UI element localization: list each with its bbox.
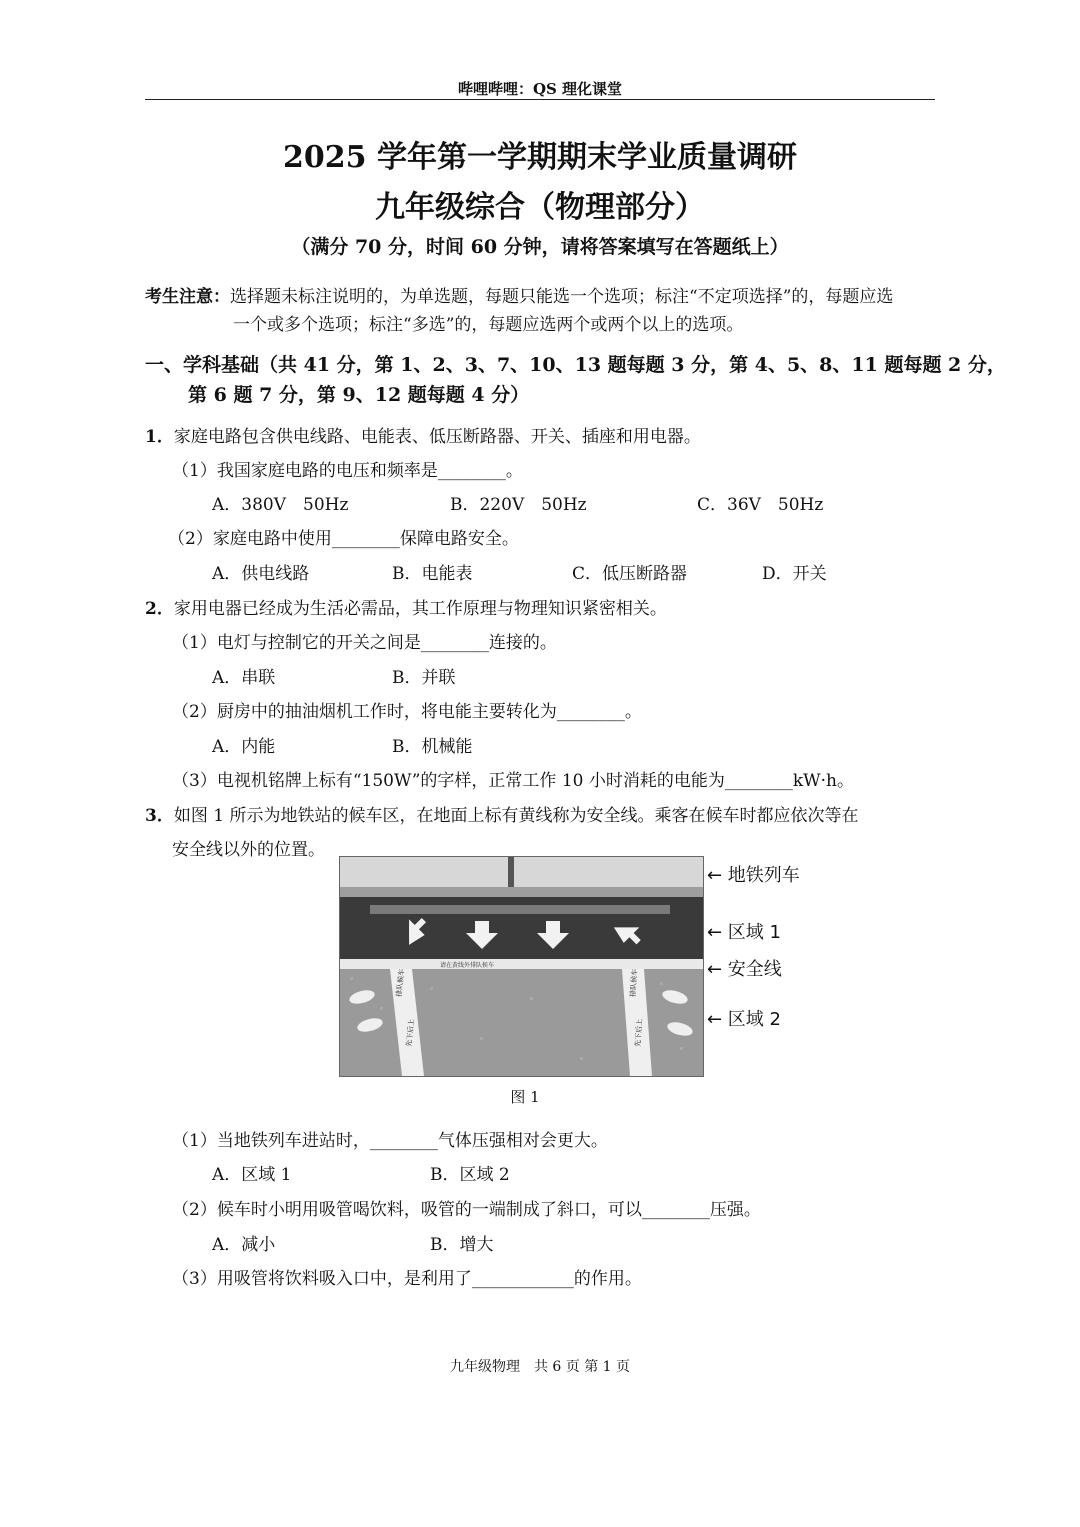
figure-label-zone2: ← 区域 2 bbox=[707, 1009, 781, 1030]
right-sign-text-2: 先下后上 bbox=[634, 1018, 644, 1048]
q1-part1: （1）我国家庭电路的电压和频率是________。 bbox=[172, 461, 523, 481]
q2-part1: （1）电灯与控制它的开关之间是________连接的。 bbox=[172, 633, 557, 653]
left-sign-text-2: 先下后上 bbox=[405, 1018, 416, 1048]
q3-part1: （1）当地铁列车进站时，________气体压强相对会更大。 bbox=[172, 1131, 608, 1151]
train-door-pole bbox=[508, 857, 514, 887]
q2-text: 家用电器已经成为生活必需品，其工作原理与物理知识紧密相关。 bbox=[173, 599, 667, 619]
q1-number: 1． bbox=[145, 427, 174, 447]
q3-part3: （3）用吸管将饮料吸入口中，是利用了____________的作用。 bbox=[172, 1269, 642, 1289]
q2-part2: （2）厨房中的抽油烟机工作时，将电能主要转化为________。 bbox=[172, 702, 642, 722]
q3-part2-option-a: A．减小 bbox=[212, 1235, 276, 1255]
q3-part1-option-a: A．区域 1 bbox=[212, 1165, 292, 1185]
page-header: 哔哩哔哩：QS 理化课堂 bbox=[457, 80, 623, 98]
notice-text1: 选择题未标注说明的，为单选题，每题只能选一个选项；标注“不定项选择”的，每题应选 bbox=[230, 287, 894, 307]
notice-line2: 一个或多个选项；标注“多选”的，每题应选两个或两个以上的选项。 bbox=[233, 315, 744, 335]
q2-stem bbox=[145, 594, 667, 619]
exam-subject-title: 九年级综合（物理部分） bbox=[375, 190, 705, 225]
q1-part2-option-a: A．供电线路 bbox=[212, 564, 310, 584]
q2-part2-option-b: B．机械能 bbox=[392, 737, 473, 757]
section1-heading-line1: 一、学科基础（共 41 分，第 1、2、3、7、10、13 题每题 3 分，第 4、5、8、11 题每题 2 分， bbox=[145, 354, 1006, 376]
left-sign-text: 排队候车 bbox=[395, 968, 406, 998]
q3-stem-line2: 安全线以外的位置。 bbox=[172, 840, 325, 860]
q2-part1-option-a: A．串联 bbox=[212, 668, 276, 688]
figure-label-safety-line: ← 安全线 bbox=[707, 959, 782, 980]
figure-label-train: ← 地铁列车 bbox=[707, 865, 800, 886]
q1-text: 家庭电路包含供电线路、电能表、低压断路器、开关、插座和用电器。 bbox=[173, 427, 701, 447]
train-bottom bbox=[340, 887, 703, 897]
q1-part1-option-c: C．36V 50Hz bbox=[697, 495, 824, 515]
q1-part1-option-b: B．220V 50Hz bbox=[450, 495, 587, 515]
safety-line-text: 请在黄线外排队候车 bbox=[440, 962, 495, 969]
q3-part1-option-b: B．区域 2 bbox=[430, 1165, 510, 1185]
q2-part2-option-a: A．内能 bbox=[212, 737, 276, 757]
q3-number: 3． bbox=[145, 806, 174, 826]
figure-label-zone1: ← 区域 1 bbox=[707, 922, 781, 943]
page-footer: 九年级物理 共 6 页 第 1 页 bbox=[449, 1359, 631, 1375]
q1-stem bbox=[145, 422, 701, 447]
exam-title: 2025 学年第一学期期末学业质量调研 bbox=[283, 140, 797, 175]
notice-label: 考生注意： bbox=[145, 287, 230, 307]
mind-gap-strip bbox=[370, 905, 670, 914]
q2-part1-option-b: B．并联 bbox=[392, 668, 456, 688]
figure1-subway-platform-photo bbox=[339, 856, 704, 1077]
q1-part1-option-a: A．380V 50Hz bbox=[212, 495, 349, 515]
q3-part2-option-b: B．增大 bbox=[430, 1235, 494, 1255]
q3-text: 如图 1 所示为地铁站的候车区，在地面上标有黄线称为安全线。乘客在候车时都应依次等在 bbox=[173, 806, 859, 826]
section1-heading-line2: 第 6 题 7 分，第 9、12 题每题 4 分） bbox=[188, 384, 530, 406]
q1-part2-option-c: C．低压断路器 bbox=[572, 564, 688, 584]
figure1-caption: 图 1 bbox=[510, 1088, 540, 1106]
q1-part2-option-b: B．电能表 bbox=[392, 564, 473, 584]
safety-line bbox=[340, 959, 703, 969]
q2-part3: （3）电视机铭牌上标有“150W”的字样，正常工作 10 小时消耗的电能为________kW·h。 bbox=[172, 771, 854, 791]
header-rule bbox=[145, 99, 935, 100]
q3-part2: （2）候车时小明用吸管喝饮料，吸管的一端制成了斜口，可以________压强。 bbox=[172, 1200, 761, 1220]
notice-line1 bbox=[145, 282, 893, 307]
figure1-drawing bbox=[340, 857, 703, 1076]
q1-part2: （2）家庭电路中使用________保障电路安全。 bbox=[168, 529, 519, 549]
q3-stem-line1 bbox=[145, 801, 858, 826]
q2-number: 2． bbox=[145, 599, 174, 619]
exam-info: （满分 70 分，时间 60 分钟，请将答案填写在答题纸上） bbox=[291, 236, 789, 258]
right-sign-text: 排队候车 bbox=[629, 968, 639, 998]
q1-part2-option-d: D．开关 bbox=[762, 564, 827, 584]
